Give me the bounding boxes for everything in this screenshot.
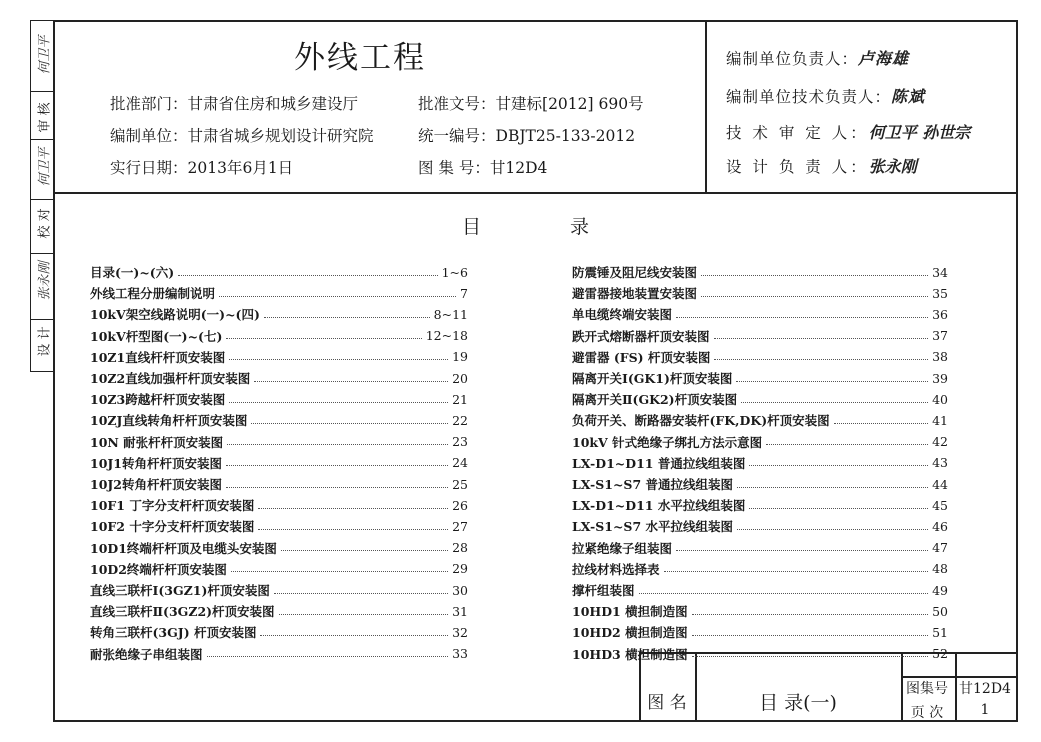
toc-entry-title: 10F1 丁字分支杆杆顶安装图 — [90, 498, 255, 514]
leader-dots — [714, 359, 928, 360]
toc-entry — [90, 389, 468, 409]
toc-entry-title: 目录(一)~(六) — [90, 265, 175, 280]
toc-entry — [572, 474, 948, 494]
responsible-row: 编制单位技术负责人：陈斌 — [726, 87, 926, 106]
toc-entry-title: 负荷开关、断路器安装杆(FK,DK)杆顶安装图 — [572, 413, 830, 429]
leader-dots — [274, 593, 448, 594]
toc-entry — [572, 283, 948, 303]
toc-entry — [90, 580, 468, 600]
leader-dots — [279, 614, 449, 615]
toc-entry-page: 52 — [932, 646, 948, 662]
signature: 张永刚 — [868, 157, 917, 176]
toc-entry-page: 34 — [932, 264, 948, 280]
signature: 何卫平 孙世宗 — [868, 123, 971, 142]
toc-entry-title: LX-D1~D11 水平拉线组装图 — [572, 498, 746, 514]
toc-entry-page: 12~18 — [425, 328, 468, 344]
toc-entry-title: 防震锤及阻尼线安装图 — [572, 265, 698, 280]
leader-dots — [258, 508, 448, 509]
toc-entry-page: 21 — [452, 391, 468, 407]
leader-dots — [264, 317, 430, 318]
drawing-name-label: 图 名 — [647, 693, 687, 713]
toc-entry-page: 35 — [932, 285, 948, 301]
toc-entry-page: 30 — [452, 582, 468, 598]
toc-entry-page: 22 — [452, 412, 468, 428]
toc-entry-title: 10HD1 横担制造图 — [572, 604, 688, 620]
toc-entry-page: 31 — [452, 603, 468, 619]
leader-dots — [692, 635, 928, 636]
toc-entry-title: 10HD2 横担制造图 — [572, 625, 688, 641]
review-strip — [30, 20, 55, 372]
signature: 卢海雄 — [858, 49, 910, 68]
toc-entry-page: 49 — [932, 582, 948, 598]
toc-entry-title: LX-S1~S7 水平拉线组装图 — [572, 519, 734, 535]
toc-entry-page: 19 — [452, 349, 468, 365]
toc-entry-title: 直线三联杆Ⅱ(3GZ2)杆顶安装图 — [90, 604, 275, 620]
atlas-no-value: 甘12D4 — [959, 681, 1011, 697]
toc-entry — [572, 304, 948, 324]
toc-entry-title: 直线三联杆Ⅰ(3GZ1)杆顶安装图 — [90, 583, 270, 598]
toc-entry — [90, 368, 468, 388]
toc-entry — [572, 622, 948, 642]
toc-entry — [572, 495, 948, 515]
page-label: 页 次 — [910, 705, 944, 721]
toc-entry — [572, 410, 948, 430]
toc-entry-page: 44 — [932, 476, 948, 492]
toc-entry-page: 43 — [932, 455, 948, 471]
reviewer-signature: 何卫平 — [37, 35, 53, 75]
toc-entry-page: 7 — [460, 285, 468, 301]
leader-dots — [766, 444, 928, 445]
toc-entry — [572, 347, 948, 367]
leader-dots — [701, 296, 928, 297]
toc-entry-page: 36 — [932, 306, 948, 322]
toc-entry-page: 32 — [452, 624, 468, 640]
toc-entry-title: 10kV架空线路说明(一)~(四) — [90, 307, 260, 323]
approval-dept: 批准部门：甘肃省住房和城乡建设厅 — [110, 95, 359, 113]
leader-dots — [229, 402, 448, 403]
toc-entry-title: 避雷器接地装置安装图 — [572, 286, 698, 302]
toc-entry-title: 10ZJ直线转角杆杆顶安装图 — [90, 413, 248, 429]
toc-entry-title: LX-S1~S7 普通拉线组装图 — [572, 477, 734, 492]
responsible-row: 编制单位负责人：卢海雄 — [726, 49, 910, 68]
toc-entry-page: 51 — [932, 624, 948, 640]
leader-dots — [226, 338, 421, 339]
toc-entry — [90, 538, 468, 558]
toc-heading-left: 目 — [462, 216, 482, 238]
toc-entry-page: 25 — [452, 476, 468, 492]
toc-entry-page: 26 — [452, 497, 468, 513]
toc-entry-title: 10Z2直线加强杆杆顶安装图 — [90, 371, 251, 386]
toc-entry — [90, 326, 468, 346]
toc-entry-title: 外线工程分册编制说明 — [90, 286, 216, 302]
toc-entry-page: 1~6 — [441, 264, 468, 280]
toc-entry-title: 10HD3 横担制造图 — [572, 646, 688, 662]
toc-entry — [90, 432, 468, 452]
leader-dots — [178, 275, 437, 276]
leader-dots — [749, 465, 928, 466]
toc-entry — [572, 559, 948, 579]
toc-entry — [90, 283, 468, 303]
toc-entry-title: 10J2转角杆杆顶安装图 — [90, 477, 223, 492]
toc-entry — [572, 580, 948, 600]
leader-dots — [834, 423, 928, 424]
toc-entry-title: 耐张绝缘子串组装图 — [90, 646, 203, 662]
toc-entry — [572, 389, 948, 409]
toc-entry-title: 10D2终端杆杆顶安装图 — [90, 561, 227, 577]
toc-entry-title: 避雷器 (FS) 杆顶安装图 — [572, 349, 711, 365]
leader-dots — [260, 635, 448, 636]
toc-entry-title: 10kV 针式绝缘子绑扎方法示意图 — [572, 434, 763, 450]
toc-entry — [90, 516, 468, 536]
leader-dots — [737, 487, 928, 488]
toc-entry-page: 24 — [452, 455, 468, 471]
responsible-row: 技 术 审 定 人：何卫平 孙世宗 — [726, 123, 971, 142]
leader-dots — [251, 423, 448, 424]
leader-dots — [229, 359, 448, 360]
compiler: 编制单位：甘肃省城乡规划设计研究院 — [110, 127, 374, 145]
leader-dots — [692, 656, 928, 657]
toc-entry-page: 28 — [452, 540, 468, 556]
toc-entry-page: 50 — [932, 603, 948, 619]
leader-dots — [207, 656, 449, 657]
toc-entry-title: 隔离开关Ⅰ(GK1)杆顶安装图 — [572, 371, 733, 386]
toc-entry — [90, 644, 468, 664]
toc-entry — [90, 262, 468, 282]
leader-dots — [219, 296, 456, 297]
toc-entry — [90, 474, 468, 494]
toc-entry — [572, 326, 948, 346]
responsible-row: 设 计 负 责 人：张永刚 — [726, 157, 917, 176]
toc-entry-title: 拉线材料选择表 — [572, 561, 660, 577]
toc-entry-page: 23 — [452, 434, 468, 450]
leader-dots — [226, 465, 448, 466]
leader-dots — [231, 571, 448, 572]
toc-entry — [90, 410, 468, 430]
toc-entry-page: 42 — [932, 434, 948, 450]
toc-entry — [572, 432, 948, 452]
toc-entry-title: LX-D1~D11 普通拉线组装图 — [572, 455, 746, 471]
toc-entry-title: 跌开式熔断器杆顶安装图 — [572, 328, 710, 344]
toc-entry-title: 10kV杆型图(一)~(七) — [90, 328, 223, 344]
leader-dots — [749, 508, 928, 509]
toc-entry-page: 46 — [932, 518, 948, 534]
toc-entry-page: 8~11 — [433, 306, 468, 322]
toc-entry — [572, 368, 948, 388]
toc-entry-title: 转角三联杆(3GJ) 杆顶安装图 — [90, 625, 257, 641]
leader-dots — [741, 402, 928, 403]
reviewer-signature-2: 何卫平 — [37, 147, 53, 187]
toc-entry — [90, 453, 468, 473]
checker-signature: 张永刚 — [37, 261, 53, 301]
leader-dots — [736, 381, 928, 382]
toc-entry — [90, 601, 468, 621]
toc-entry — [572, 538, 948, 558]
toc-entry — [572, 644, 948, 664]
toc-entry — [572, 453, 948, 473]
leader-dots — [258, 529, 448, 530]
leader-dots — [714, 338, 929, 339]
toc-entry-page: 40 — [932, 391, 948, 407]
toc-entry — [90, 347, 468, 367]
toc-entry-page: 45 — [932, 497, 948, 513]
approval-no: 批准文号：甘建标[2012] 690号 — [418, 95, 644, 113]
toc-entry-title: 10D1终端杆杆顶及电缆头安装图 — [90, 540, 277, 556]
toc-entry-page: 20 — [452, 370, 468, 386]
check-label: 校 对 — [37, 208, 53, 239]
toc-entry — [572, 262, 948, 282]
toc-entry-title: 10J1转角杆杆顶安装图 — [90, 455, 223, 471]
toc-entry-page: 39 — [932, 370, 948, 386]
leader-dots — [664, 571, 929, 572]
toc-entry-page: 33 — [452, 646, 468, 662]
leader-dots — [639, 593, 929, 594]
toc-heading-right: 录 — [570, 216, 590, 238]
atlas-no: 图 集 号：甘12D4 — [418, 159, 548, 177]
toc-entry-page: 48 — [932, 561, 948, 577]
leader-dots — [226, 487, 448, 488]
leader-dots — [737, 529, 928, 530]
leader-dots — [692, 614, 928, 615]
leader-dots — [254, 381, 448, 382]
toc-entry-title: 拉紧绝缘子组装图 — [572, 540, 673, 556]
leader-dots — [676, 550, 928, 551]
toc-entry-title: 10Z3跨越杆杆顶安装图 — [90, 392, 226, 408]
toc-entry-page: 27 — [452, 518, 468, 534]
toc-entry — [90, 622, 468, 642]
leader-dots — [227, 444, 448, 445]
unified-no: 统一编号：DBJT25-133-2012 — [418, 127, 636, 145]
toc-entry-page: 38 — [932, 349, 948, 365]
page-title: 外线工程 — [294, 40, 426, 76]
toc-entry-title: 10N 耐张杆杆顶安装图 — [90, 434, 224, 450]
leader-dots — [281, 550, 448, 551]
toc-entry-page: 47 — [932, 540, 948, 556]
leader-dots — [701, 275, 928, 276]
effective-date: 实行日期：2013年6月1日 — [110, 159, 294, 177]
toc-entry-title: 撑杆组装图 — [572, 583, 635, 598]
toc-entry — [90, 495, 468, 515]
toc-entry — [90, 559, 468, 579]
signature: 陈斌 — [891, 87, 926, 106]
toc-entry — [90, 304, 468, 324]
toc-entry-title: 10Z1直线杆杆顶安装图 — [90, 349, 226, 365]
toc-entry-page: 29 — [452, 561, 468, 577]
toc-entry — [572, 516, 948, 536]
review-label: 审 核 — [37, 102, 53, 133]
atlas-no-label: 图集号 — [906, 681, 948, 697]
page-number: 1 — [980, 702, 990, 718]
drawing-name: 目 录(一) — [759, 692, 837, 714]
toc-entry-page: 41 — [932, 412, 948, 428]
leader-dots — [676, 317, 928, 318]
toc-entry-title: 单电缆终端安装图 — [572, 307, 673, 323]
toc-entry-page: 37 — [932, 328, 948, 344]
toc-entry-title: 10F2 十字分支杆杆顶安装图 — [90, 519, 255, 535]
toc-entry — [572, 601, 948, 621]
design-label: 设 计 — [37, 326, 53, 357]
toc-entry-title: 隔离开关Ⅱ(GK2)杆顶安装图 — [572, 392, 738, 408]
